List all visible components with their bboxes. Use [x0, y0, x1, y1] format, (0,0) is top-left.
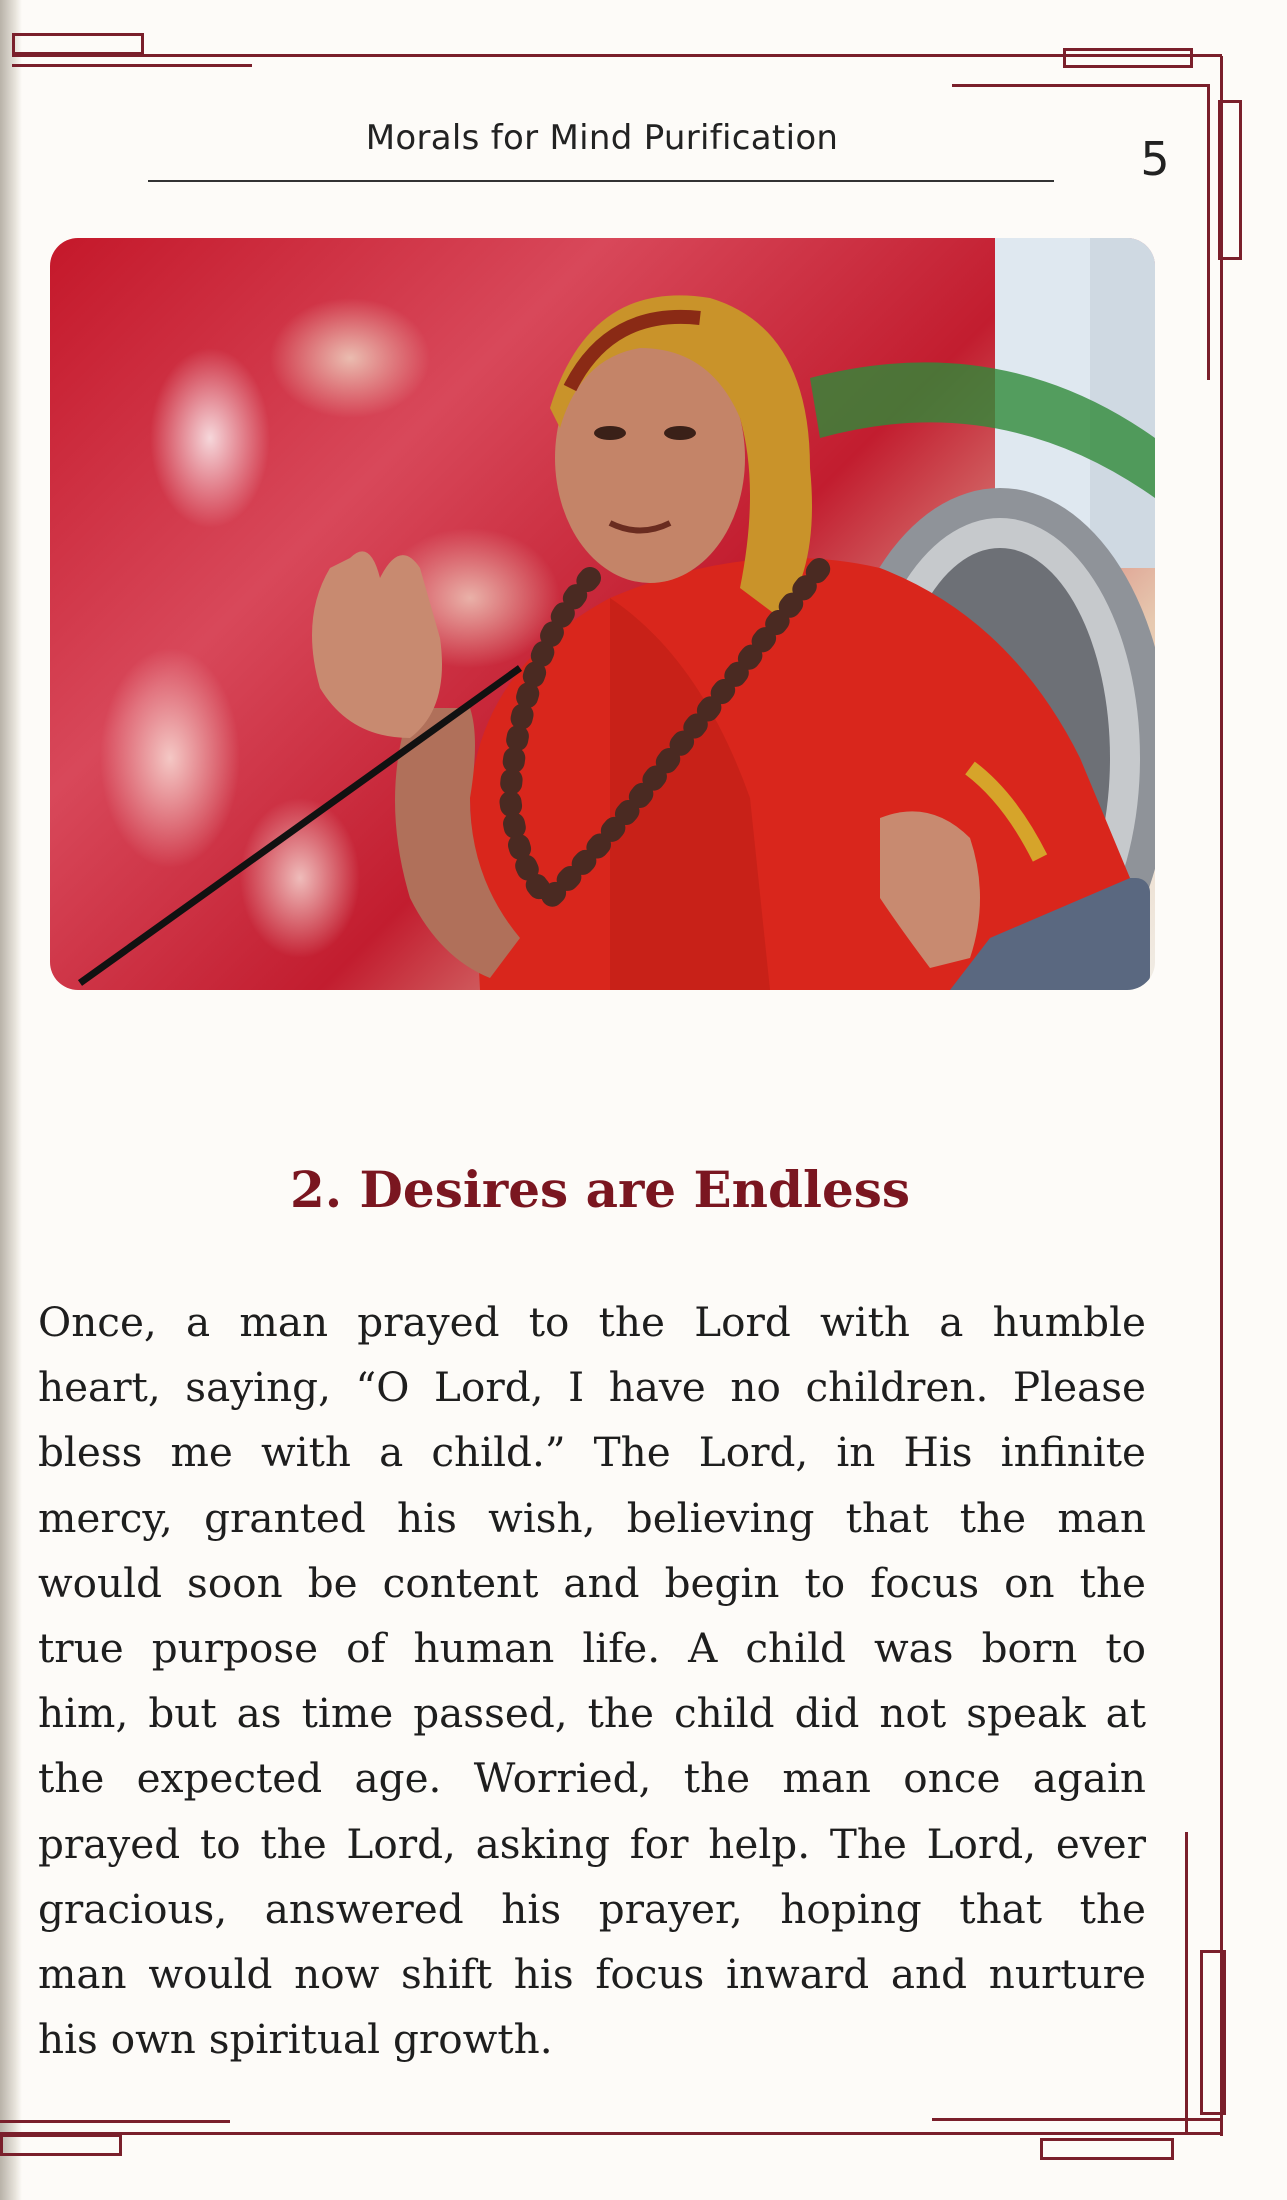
paragraph-line: mercy, granted his wish, believing that the man: [38, 1493, 1146, 1542]
paragraph-line: bless me with a child.” The Lord, in His infinite: [38, 1428, 1146, 1477]
page-number: 5: [1140, 132, 1170, 186]
page-binding-shadow: [0, 0, 22, 2200]
paragraph-line: him, but as time passed, the child did not speak at: [38, 1689, 1146, 1738]
paragraph-line: gracious, answered his prayer, hoping that the: [38, 1884, 1146, 1933]
running-header-title: Morals for Mind Purification: [365, 118, 839, 158]
paragraph-line: his own spiritual growth.: [38, 2015, 553, 2064]
paragraph-line: true purpose of human life. A child was born to: [38, 1624, 1146, 1673]
paragraph-line: the expected age. Worried, the man once again: [38, 1754, 1146, 1803]
section-heading: 2. Desires are Endless: [289, 1160, 911, 1219]
paragraph-line: prayed to the Lord, asking for help. The Lord, ever: [38, 1819, 1146, 1868]
portrait-photo: [50, 238, 1155, 990]
story-paragraph: [38, 1290, 1146, 2072]
header-rule: [148, 180, 1054, 182]
paragraph-line: would soon be content and begin to focus on the: [38, 1558, 1146, 1607]
paragraph-line: heart, saying, “O Lord, I have no children. Please: [38, 1363, 1146, 1412]
paragraph-line: man would now shift his focus inward and nurture: [38, 1950, 1146, 1999]
portrait-photo-illustration: [50, 238, 1155, 990]
paragraph-line: Once, a man prayed to the Lord with a humble: [38, 1298, 1146, 1346]
